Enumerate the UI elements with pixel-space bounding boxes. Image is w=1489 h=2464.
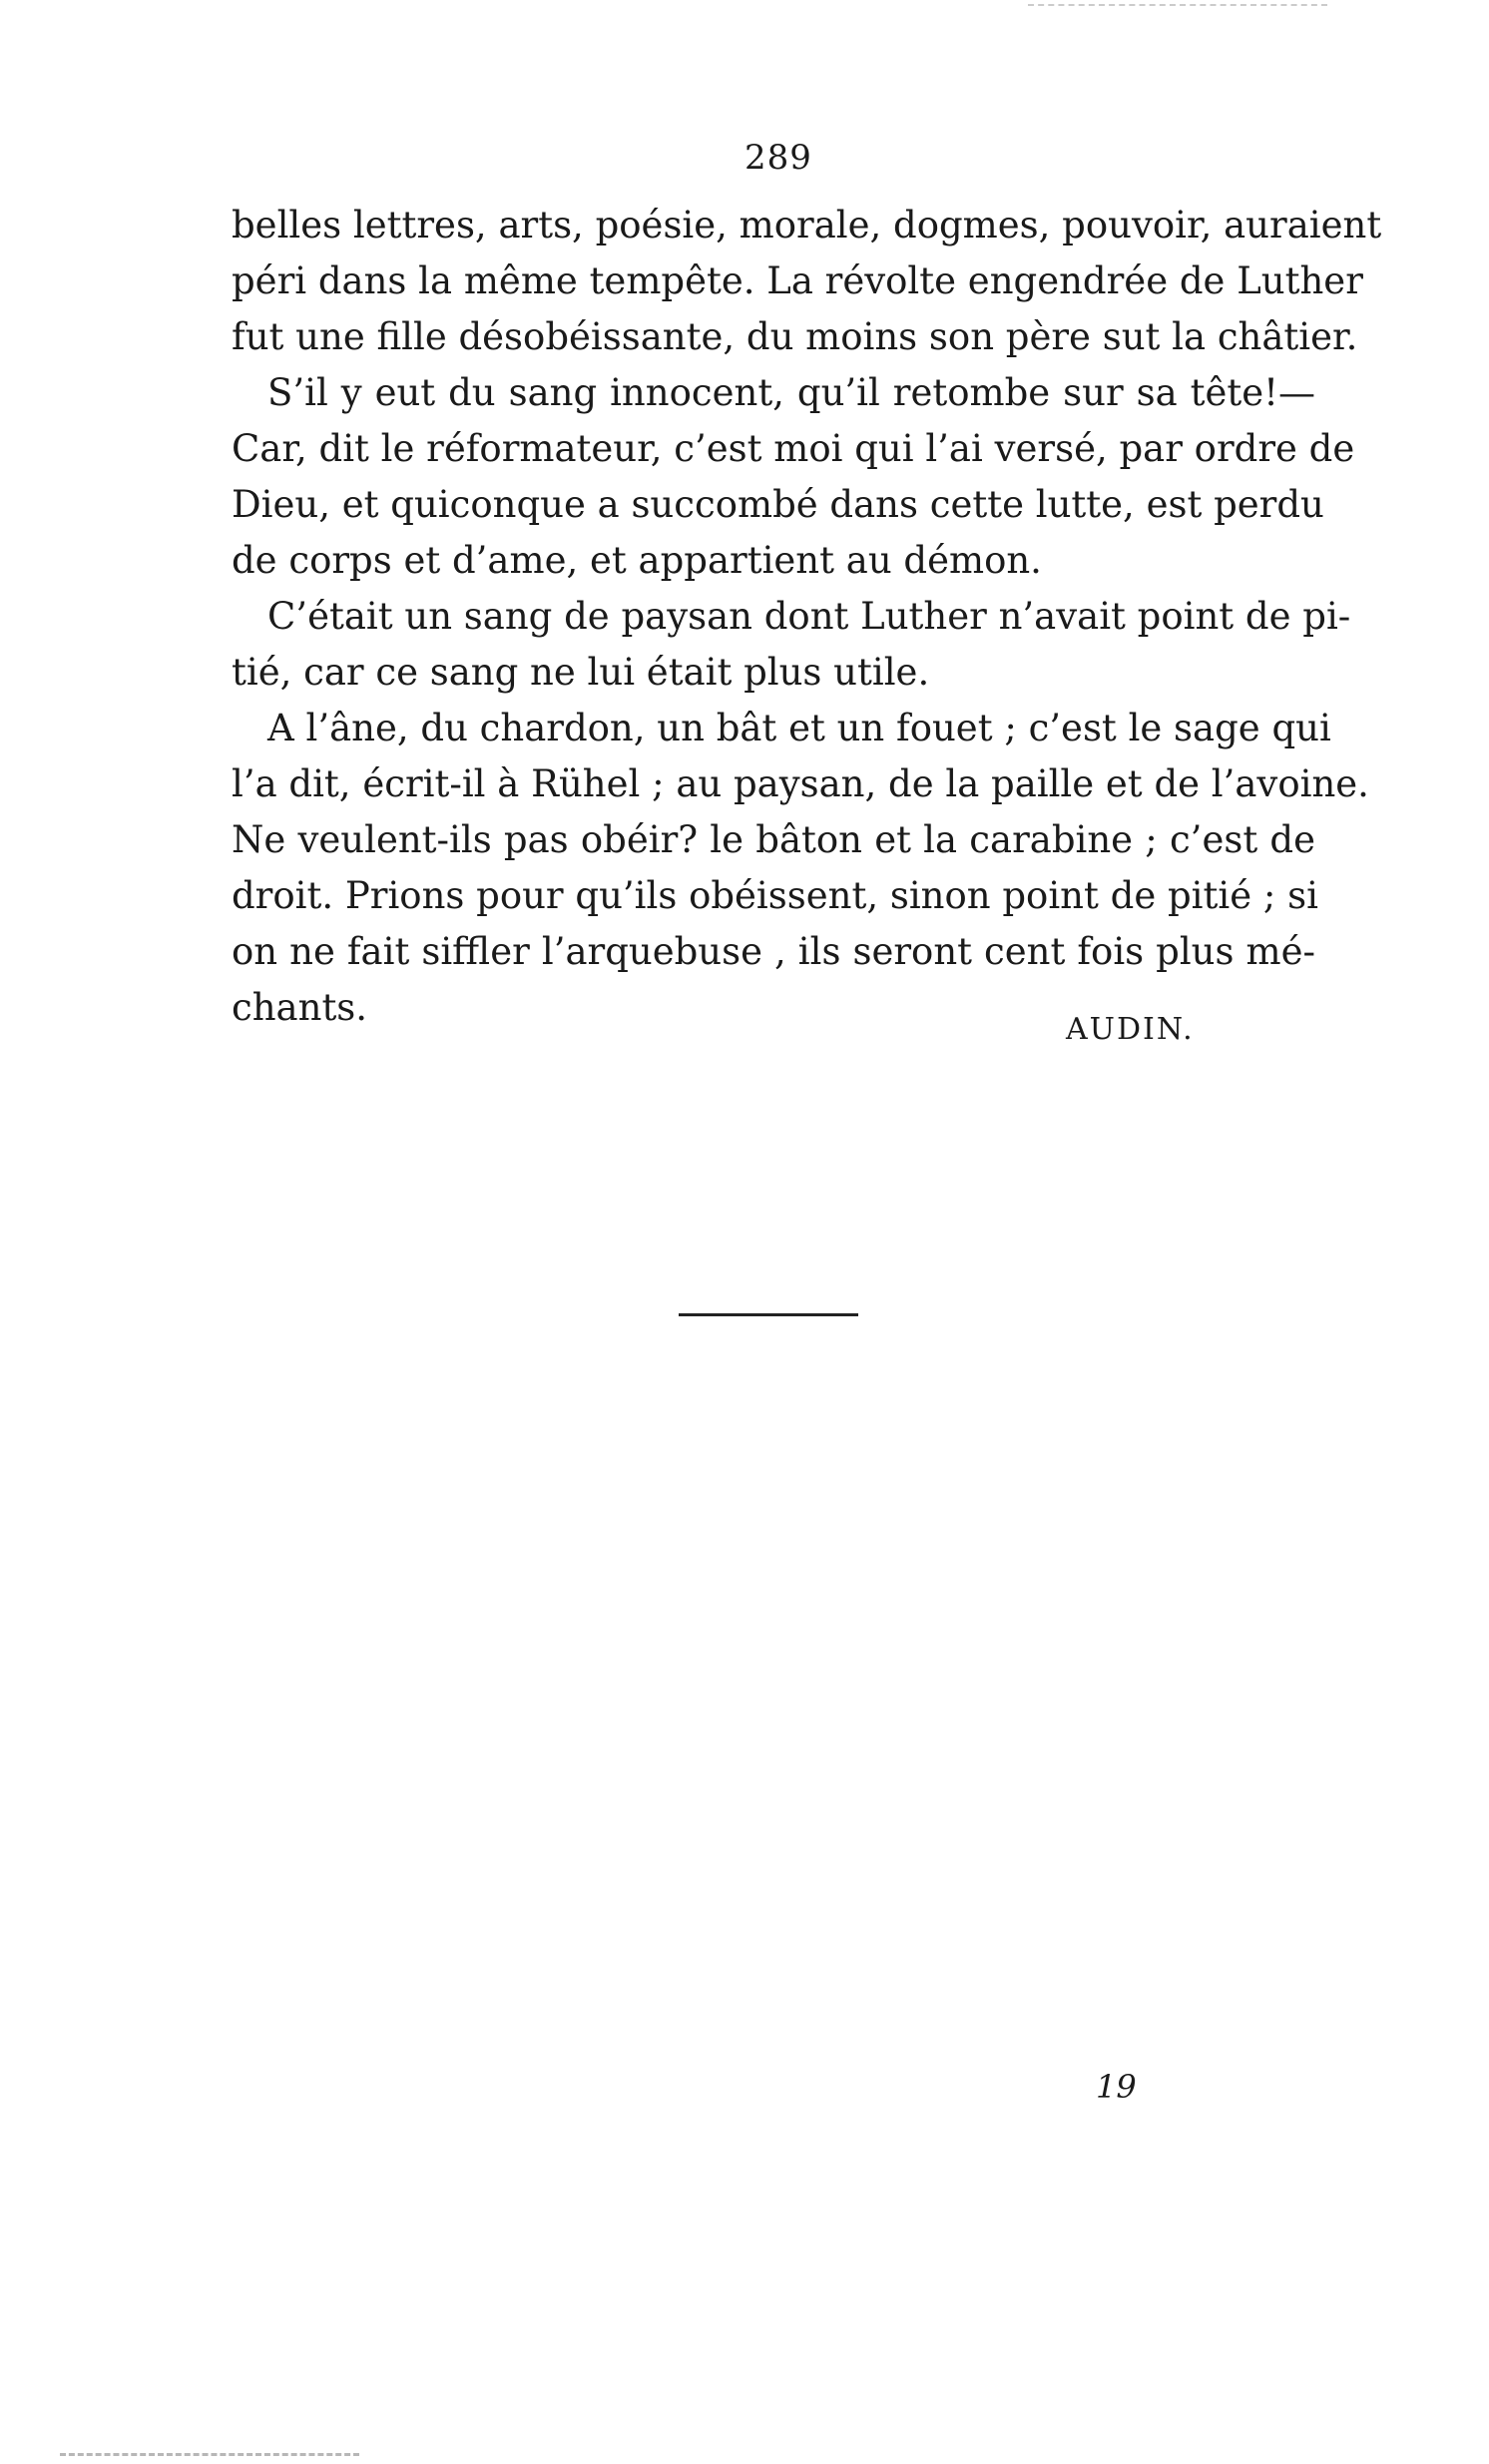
text-line: on ne fait siffler l’arquebuse , ils seront cent fois plus mé- <box>232 930 1315 973</box>
text-line: Dieu, et quiconque a succombé dans cette lutte, est perdu <box>232 483 1324 526</box>
text-line: de corps et d’ame, et appartient au démon. <box>232 539 1042 582</box>
text-line: droit. Prions pour qu’ils obéissent, sinon point de pitié ; si <box>232 874 1318 917</box>
section-divider <box>679 1313 858 1316</box>
printer-signature-mark: 19 <box>1096 2068 1137 2106</box>
text-line: Ne veulent-ils pas obéir? le bâton et la carabine ; c’est de <box>232 818 1315 861</box>
scan-edge-bottom <box>60 2453 359 2458</box>
text-line: péri dans la même tempête. La révolte engendrée de Luther <box>232 259 1363 302</box>
text-line: belles lettres, arts, poésie, morale, dogmes, pouvoir, auraient <box>232 204 1382 246</box>
scan-edge-top <box>1028 4 1327 8</box>
page-number: 289 <box>744 138 812 178</box>
text-line: chants. <box>232 986 368 1029</box>
text-line: Car, dit le réformateur, c’est moi qui l’ai versé, par ordre de <box>232 427 1355 470</box>
text-line: S’il y eut du sang innocent, qu’il retombe sur sa tête!— <box>267 371 1315 414</box>
text-line: l’a dit, écrit-il à Rühel ; au paysan, de la paille et de l’avoine. <box>232 762 1369 805</box>
text-line: fut une fille désobéissante, du moins son père sut la châtier. <box>232 315 1358 358</box>
body-text <box>232 198 1382 1036</box>
text-line: tié, car ce sang ne lui était plus utile. <box>232 651 930 694</box>
text-line: C’était un sang de paysan dont Luther n’avait point de pi- <box>267 595 1351 638</box>
text-line: A l’âne, du chardon, un bât et un fouet ; c’est le sage qui <box>267 707 1331 749</box>
author-signature: AUDIN. <box>1066 1012 1195 1047</box>
